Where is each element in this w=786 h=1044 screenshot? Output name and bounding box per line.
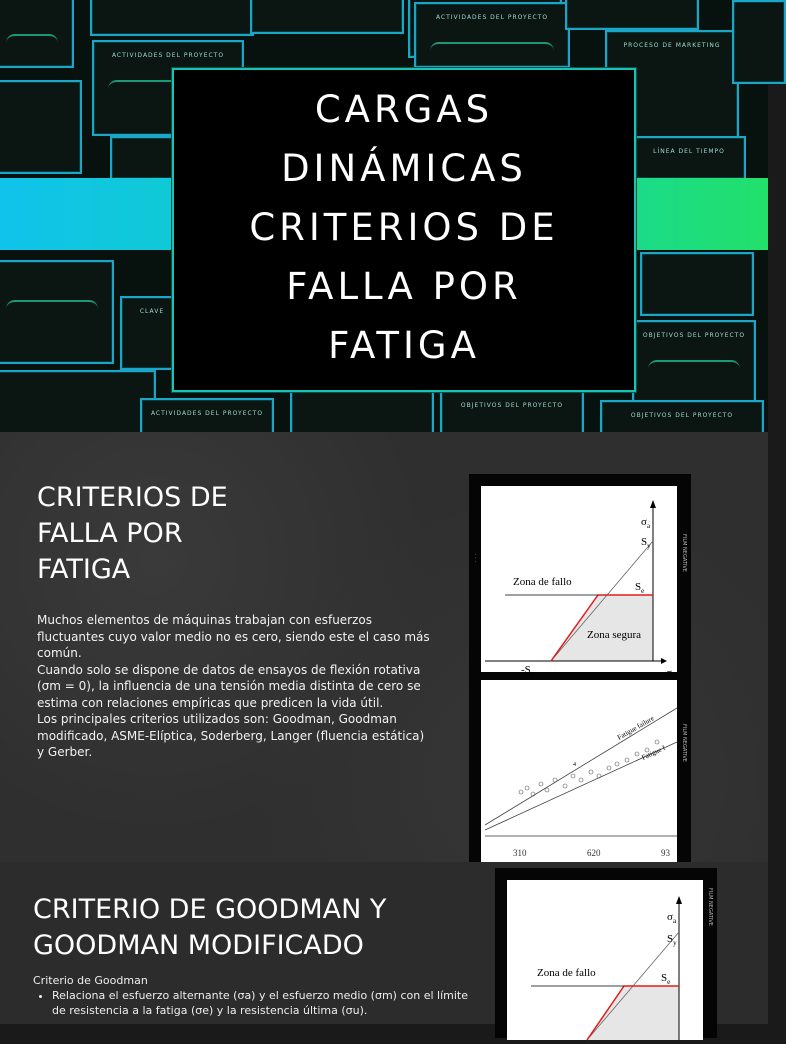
background-card-title: ACTIVIDADES DEL PROYECTO [435, 14, 549, 21]
x-tick-label: 93 [661, 848, 670, 858]
failure-zone-label: Zona de fallo [537, 967, 596, 979]
se-label: $S_e$ [661, 972, 671, 986]
background-card [90, 0, 254, 36]
sy-label: $S_y$ [641, 536, 651, 550]
sigma-a-label: $\sigma_a$ [641, 516, 651, 530]
background-card [632, 136, 746, 180]
background-card-title: ACTIVIDADES DEL PROYECTO [150, 410, 264, 417]
background-card [250, 0, 404, 34]
background-card [640, 252, 754, 316]
failure-zone-label: Zona de fallo [513, 576, 572, 588]
data-points [519, 740, 659, 796]
slide-title-line: FALLA POR [37, 518, 183, 549]
film-strip-image [495, 868, 717, 1038]
background-card [732, 0, 786, 84]
sigma-a-label: $\sigma_a$ [667, 911, 677, 925]
safe-zone-label: Zona segura [587, 629, 642, 641]
background-card [565, 0, 699, 30]
title-slide [0, 0, 768, 432]
fatigue-label-2: Fatigue f [640, 743, 667, 762]
background-card [414, 2, 570, 68]
film-side-label: FILM NEGATIVE [681, 724, 687, 762]
background-card-title: PROCESO DE MARKETING [623, 42, 721, 49]
bullet-list [38, 988, 472, 1018]
slide-title [37, 480, 337, 588]
marker-label: 4 [573, 762, 576, 768]
fatigue-data-svg [481, 680, 677, 866]
fatigue-line-1 [485, 708, 677, 825]
background-card-title: OBJETIVOS DEL PROYECTO [460, 402, 564, 409]
background-card [632, 320, 756, 404]
body-paragraph: Cuando solo se dispone de datos de ensayos de flexión rotativa (σm = 0), la influencia de una tensión media distinta de cero se estima con relaciones empíricas que predicen la vida útil. [37, 662, 421, 710]
safe-zone-fill [551, 595, 653, 661]
title-line: DINÁMICAS [281, 147, 527, 190]
background-card-title: OBJETIVOS DEL PROYECTO [630, 412, 734, 419]
slide-title-line: GOODMAN MODIFICADO [33, 930, 364, 961]
body-paragraph: Los principales criterios utilizados son: Goodman, Goodman modificado, ASME-Elíptica, Soderberg, Langer (fluencia estática) y Gerber. [37, 712, 425, 759]
body-paragraph: Muchos elementos de máquinas trabajan con esfuerzos fluctuantes cuyo valor medio no es cero, siendo este el caso más común. [37, 613, 430, 660]
title-line: FATIGA [328, 324, 480, 367]
se-label: $S_e$ [635, 581, 645, 595]
slide-body [37, 612, 432, 761]
film-side-label: FILM NEGATIVE [707, 888, 713, 926]
slide-subtitle: Criterio de Goodman [33, 974, 148, 987]
background-card [0, 0, 74, 68]
bullet-item: • Relaciona el esfuerzo alternante (σa) y el esfuerzo medio (σm) con el límite de resistencia a la fatiga (σe) y la resistencia última (σu). [52, 988, 472, 1018]
slide-title-line: CRITERIO DE GOODMAN Y [33, 894, 387, 925]
slide-title [33, 892, 473, 964]
goodman-diagram-svg [481, 486, 677, 679]
goodman-diagram-svg-2 [507, 880, 703, 1040]
background-card-title: OBJETIVOS DEL PROYECTO [642, 332, 746, 339]
film-strip-image: · · · FILM NEGATIVE FILM NEGATIVE $\sigma_a$ $S_y$ $S_e$ Zona de fallo Zona segura $-S_y$ σ 4 Fatigue failure Fatigue f 310 620 93 [469, 474, 691, 866]
sy-label: $S_y$ [667, 933, 677, 947]
neg-sy-label: $-S_y$ [521, 664, 535, 678]
title-line: CARGAS [314, 88, 494, 131]
background-card [0, 260, 114, 364]
background-card [0, 80, 82, 174]
background-card-title: LÍNEA DEL TIEMPO [653, 148, 725, 155]
fatigue-data-plot [481, 680, 677, 866]
fatigue-criteria-slide [0, 432, 768, 862]
title-box [172, 68, 636, 392]
fatigue-label-1: Fatigue failure [616, 714, 656, 742]
background-card-title: CLAVE [139, 308, 165, 315]
slide-title-line: CRITERIOS DE [37, 482, 228, 513]
film-side-label: FILM NEGATIVE [681, 534, 687, 572]
background-card-title: ACTIVIDADES DEL PROYECTO [111, 52, 225, 59]
title-line: FALLA POR [286, 265, 522, 308]
x-tick-label: 310 [513, 848, 527, 858]
goodman-slide [0, 862, 768, 1024]
y-axis-arrow [676, 896, 682, 904]
goodman-diagram [507, 880, 703, 1040]
slide-title-line: FATIGA [37, 554, 131, 585]
x-tick-label: 620 [587, 848, 601, 858]
sigma-m-label: σ [666, 667, 672, 679]
x-axis-arrow [661, 658, 667, 664]
fatigue-diagram [481, 486, 677, 679]
title-line: CRITERIOS DE [249, 206, 559, 249]
y-axis-arrow [650, 500, 656, 508]
